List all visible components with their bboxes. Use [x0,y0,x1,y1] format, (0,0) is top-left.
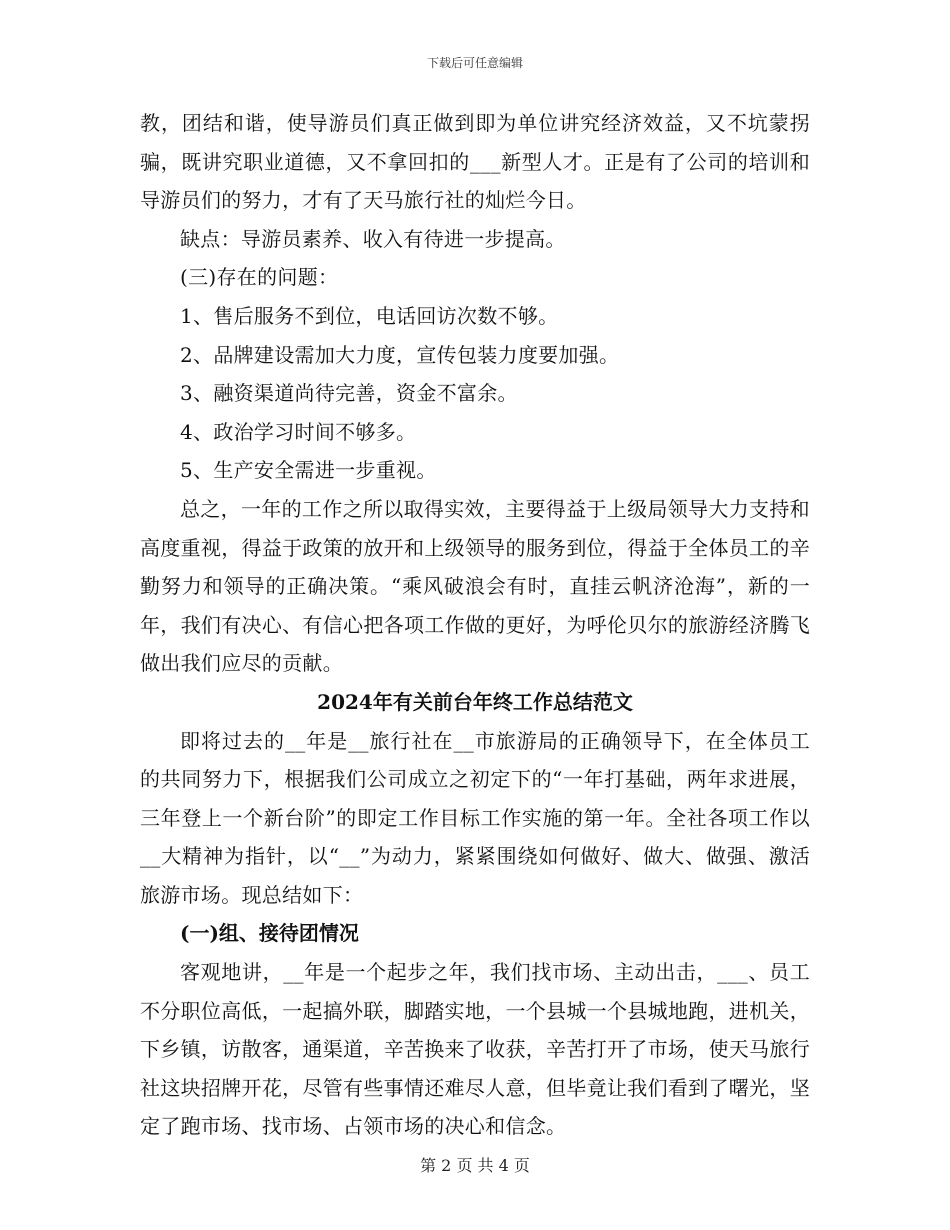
problem-item-4: 4、政治学习时间不够多。 [180,419,417,444]
problem-item-3: 3、融资渠道尚待完善，资金不富余。 [180,381,518,406]
paragraph-summary: 总之，一年的工作之所以取得实效，主要得益于上级局领导大力支持和高度重视，得益于政策的放开和上级领导的服务到位，得益于全体员工的辛勤努力和领导的正确决策。“乘风破浪会有时，直挂云帆济沧海”，新的一年，我们有决心、有信心把各项工作做的更好，为呼伦贝尔的旅游经济腾飞做出我们应尽的贡献。 [140,496,810,676]
problem-item-5: 5、生产安全需进一步重视。 [180,458,437,483]
paragraph-objective: 客观地讲，__年是一个起步之年，我们找市场、主动出击，___、员工不分职位高低，一起搞外联，脚踏实地，一个县城一个县城地跑，进机关，下乡镇，访散客，通渠道，辛苦换来了收获，辛苦打开了市场，使天马旅行社这块招牌开花，尽管有些事情还难尽人意，但毕竟让我们看到了曙光，坚定了跑市场、找市场、占领市场的决心和信念。 [140,960,810,1139]
page-header: 下载后可任意编辑 [426,56,523,70]
section-heading-problems: (三)存在的问题： [180,265,339,290]
problem-item-2: 2、品牌建设需加大力度，宣传包装力度要加强。 [180,342,620,367]
subheading-group-reception: (一)组、接待团情况 [180,921,359,946]
page-number: 第 2 页 共 4 页 [420,1156,530,1175]
paragraph-shortcomings: 缺点：导游员素养、收入有待进一步提高。 [180,226,566,251]
paragraph-continuation: 教，团结和谐，使导游员们真正做到即为单位讲究经济效益，又不坑蒙拐骗，既讲究职业道德，又不拿回扣的___新型人才。正是有了公司的培训和导游员们的努力，才有了天马旅行社的灿烂今日。 [140,111,810,213]
problem-item-1: 1、售后服务不到位，电话回访次数不够。 [180,303,559,328]
article-title: 2024年有关前台年终工作总结范文 [317,689,633,714]
paragraph-intro: 即将过去的__年是__旅行社在__市旅游局的正确领导下，在全体员工的共同努力下，根据我们公司成立之初定下的“一年打基础，两年求进展，三年登上一个新台阶”的即定工作目标工作实施的第一年。全社各项工作以__大精神为指针，以“__”为动力，紧紧围绕如何做好、做大、做强、激活旅游市场。现总结如下： [140,728,810,907]
document-body [140,104,810,1146]
